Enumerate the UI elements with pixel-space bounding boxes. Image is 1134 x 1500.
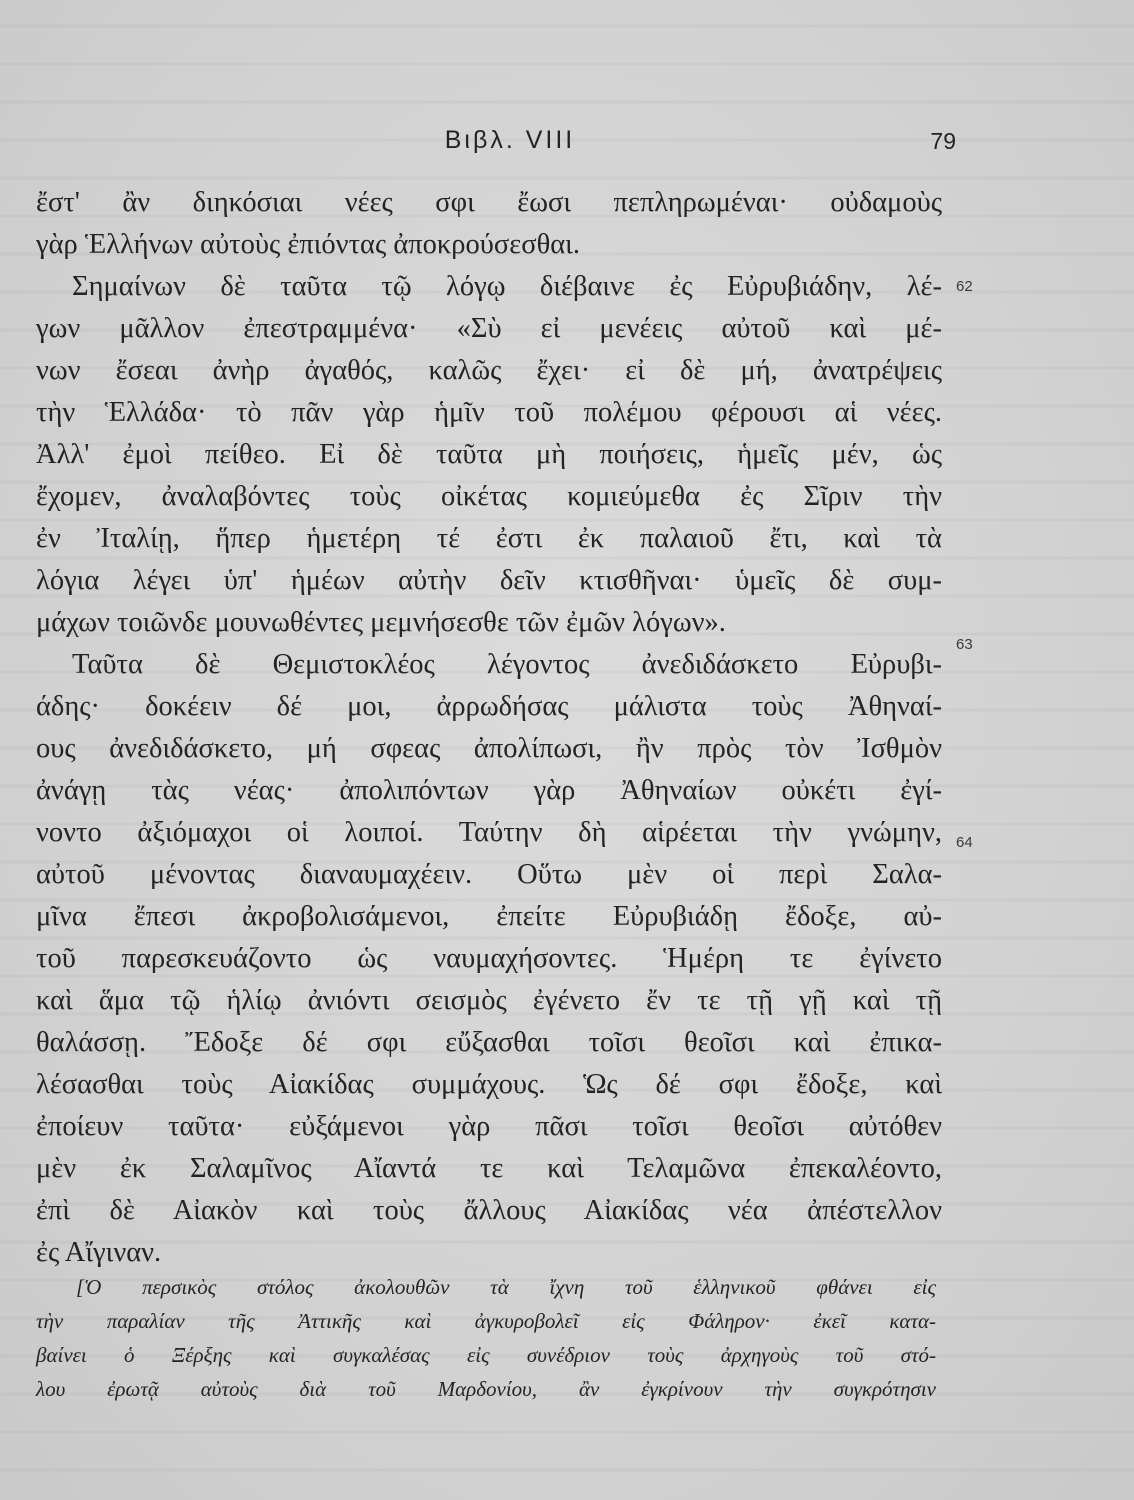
text-line: ἐποίευν ταῦτα· εὐξάμενοι γὰρ πᾶσι τοῖσι θεοῖσι αὐτόθεν [36, 1111, 942, 1142]
text-line: αὐτοῦ μένοντας διαναυμαχέειν. Οὕτω μὲν οἱ περὶ Σαλα- [36, 859, 942, 890]
text-line: ἔχομεν, ἀναλαβόντες τοὺς οἰκέτας κομιεύμεθα ἐς Σῖριν τὴν [36, 481, 942, 512]
text-line: Σημαίνων δὲ ταῦτα τῷ λόγῳ διέβαινε ἐς Εὐρυβιάδην, λέ- [72, 271, 942, 302]
note-line: τὴν παραλίαν τῆς Ἀττικῆς καὶ ἀγκυροβολεῖ εἰς Φάληρον· ἐκεῖ κατα- [36, 1309, 936, 1333]
text-line: νοντο ἀξιόμαχοι οἱ λοιποί. Ταύτην δὴ αἱρέεται τὴν γνώμην, [36, 817, 942, 848]
text-line: γων μᾶλλον ἐπεστραμμένα· «Σὺ εἰ μενέεις αὐτοῦ καὶ μέ- [36, 313, 942, 344]
text-line: νων ἔσεαι ἀνὴρ ἀγαθός, καλῶς ἔχει· εἰ δὲ μή, ἀνατρέψεις [36, 355, 942, 386]
text-line: ἔστ' ἂν διηκόσιαι νέες σφι ἔωσι πεπληρωμέναι· οὐδαμοὺς [36, 187, 942, 218]
running-header: Βιβλ. VIII [444, 126, 576, 154]
text-line: τὴν Ἑλλάδα· τὸ πᾶν γὰρ ἡμῖν τοῦ πολέμου φέρουσι αἱ νέες. [36, 397, 942, 428]
text-line: ἐπὶ δὲ Αἰακὸν καὶ τοὺς ἄλλους Αἰακίδας νέα ἀπέστελλον [36, 1195, 942, 1226]
page-number: 79 [930, 128, 956, 154]
note-line: [Ὁ περσικὸς στόλος ἀκολουθῶν τὰ ἴχνη τοῦ ἑλληνικοῦ φθάνει εἰς [76, 1275, 936, 1299]
text-line: ἐν Ἰταλίῃ, ἥπερ ἡμετέρη τέ ἐστι ἐκ παλαιοῦ ἔτι, καὶ τὰ [36, 523, 942, 554]
text-line: άδης· δοκέειν δέ μοι, ἀρρωδήσας μάλιστα τοὺς Ἀθηναί- [36, 691, 942, 722]
text-line: μάχων τοιῶνδε μουνωθέντες μεμνήσεσθε τῶν ἐμῶν λόγων». [36, 607, 726, 638]
text-line: μὲν ἐκ Σαλαμῖνος Αἴαντά τε καὶ Τελαμῶνα ἐπεκαλέοντο, [36, 1153, 942, 1184]
text-line: θαλάσσῃ. Ἔδοξε δέ σφι εὔξασθαι τοῖσι θεοῖσι καὶ ἐπικα- [36, 1027, 942, 1058]
section-number-63: 63 [956, 636, 973, 653]
note-line: βαίνει ὁ Ξέρξης καὶ συγκαλέσας εἰς συνέδριον τοὺς ἀρχηγοὺς τοῦ στό- [36, 1343, 936, 1367]
text-line: ἀνάγῃ τὰς νέας· ἀπολιπόντων γὰρ Ἀθηναίων οὐκέτι ἐγί- [36, 775, 942, 806]
text-line: τοῦ παρεσκευάζοντο ὡς ναυμαχήσοντες. Ἡμέρη τε ἐγίνετο [36, 943, 942, 974]
section-number-64: 64 [956, 834, 973, 851]
text-line: λόγια λέγει ὑπ' ἡμέων αὐτὴν δεῖν κτισθῆναι· ὑμεῖς δὲ συμ- [36, 565, 942, 596]
text-line: λέσασθαι τοὺς Αἰακίδας συμμάχους. Ὡς δέ σφι ἔδοξε, καὶ [36, 1069, 942, 1100]
text-line: μῖνα ἔπεσι ἀκροβολισάμενοι, ἐπείτε Εὐρυβιάδῃ ἔδοξε, αὐ- [36, 901, 942, 932]
text-line: Ταῦτα δὲ Θεμιστοκλέος λέγοντος ἀνεδιδάσκετο Εὐρυβι- [72, 649, 942, 680]
text-line: γὰρ Ἑλλήνων αὐτοὺς ἐπιόντας ἀποκρούσεσθαι. [36, 229, 580, 260]
text-line: καὶ ἅμα τῷ ἡλίῳ ἀνιόντι σεισμὸς ἐγένετο ἔν τε τῇ γῇ καὶ τῇ [36, 985, 942, 1016]
text-line: ους ἀνεδιδάσκετο, μή σφεας ἀπολίπωσι, ἢν πρὸς τὸν Ἰσθμὸν [36, 733, 942, 764]
note-line: λου ἐρωτᾷ αὐτοὺς διὰ τοῦ Μαρδονίου, ἂν ἐγκρίνουν τὴν συγκρότησιν [36, 1377, 936, 1401]
text-line: ἐς Αἴγιναν. [36, 1237, 162, 1268]
text-line: Ἀλλ' ἐμοὶ πείθεο. Εἰ δὲ ταῦτα μὴ ποιήσεις, ἡμεῖς μέν, ὡς [36, 439, 942, 470]
section-number-62: 62 [956, 278, 973, 295]
